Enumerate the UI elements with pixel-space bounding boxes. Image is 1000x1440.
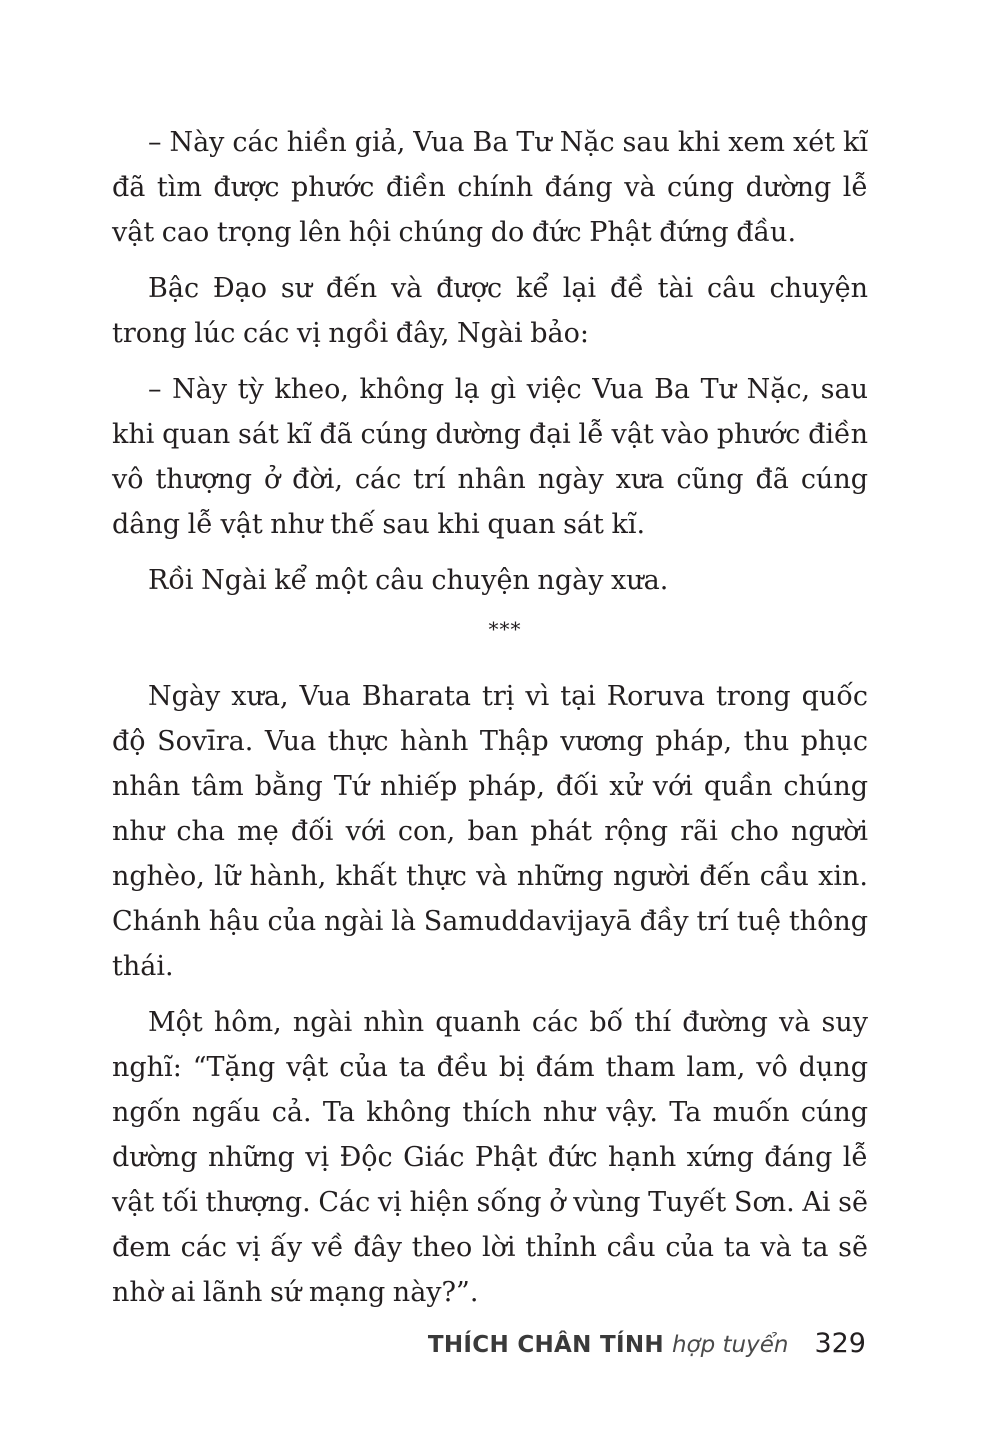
paragraph: – Này các hiền giả, Vua Ba Tư Nặc sau khi xem xét kĩ đã tìm được phước điền chính đáng và cúng dường lễ vật cao trọng lên hội chúng do đức Phật đứng đầu. bbox=[112, 127, 868, 248]
page-body bbox=[112, 120, 868, 1326]
paragraph: – Này tỳ kheo, không lạ gì việc Vua Ba Tư Nặc, sau khi quan sát kĩ đã cúng dường đại lễ vật vào phước điền vô thượng ở đời, các trí nhân ngày xưa cũng đã cúng dâng lễ vật như thế sau khi quan sát kĩ. bbox=[112, 374, 868, 540]
paragraph: Ngày xưa, Vua Bharata trị vì tại Roruva trong quốc độ Sovīra. Vua thực hành Thập vương pháp, thu phục nhân tâm bằng Tứ nhiếp pháp, đối xử với quần chúng như cha mẹ đối với con, ban phát rộng rãi cho người nghèo, lữ hành, khất thực và những người đến cầu xin. Chánh hậu của ngài là Samuddavijayā đầy trí tuệ thông thái. bbox=[112, 681, 868, 982]
paragraph: Rồi Ngài kể một câu chuyện ngày xưa. bbox=[148, 565, 669, 596]
page-footer bbox=[428, 1328, 866, 1359]
paragraph: Bậc Đạo sư đến và được kể lại đề tài câu chuyện trong lúc các vị ngồi đây, Ngài bảo: bbox=[112, 273, 868, 349]
paragraph: Một hôm, ngài nhìn quanh các bố thí đường và suy nghĩ: “Tặng vật của ta đều bị đám tham lam, vô dụng ngốn ngấu cả. Ta không thích như vậy. Ta muốn cúng dường những vị Độc Giác Phật đức hạnh xứng đáng lễ vật tối thượng. Các vị hiện sống ở vùng Tuyết Sơn. Ai sẽ đem các vị ấy về đây theo lời thỉnh cầu của ta và ta sẽ nhờ ai lãnh sứ mạng này?”. bbox=[112, 1007, 868, 1308]
section-separator: *** bbox=[488, 617, 522, 641]
footer-author: THÍCH CHÂN TÍNH bbox=[427, 1332, 664, 1358]
footer-series: hợp tuyển bbox=[671, 1332, 789, 1358]
page-number: 329 bbox=[814, 1328, 866, 1359]
